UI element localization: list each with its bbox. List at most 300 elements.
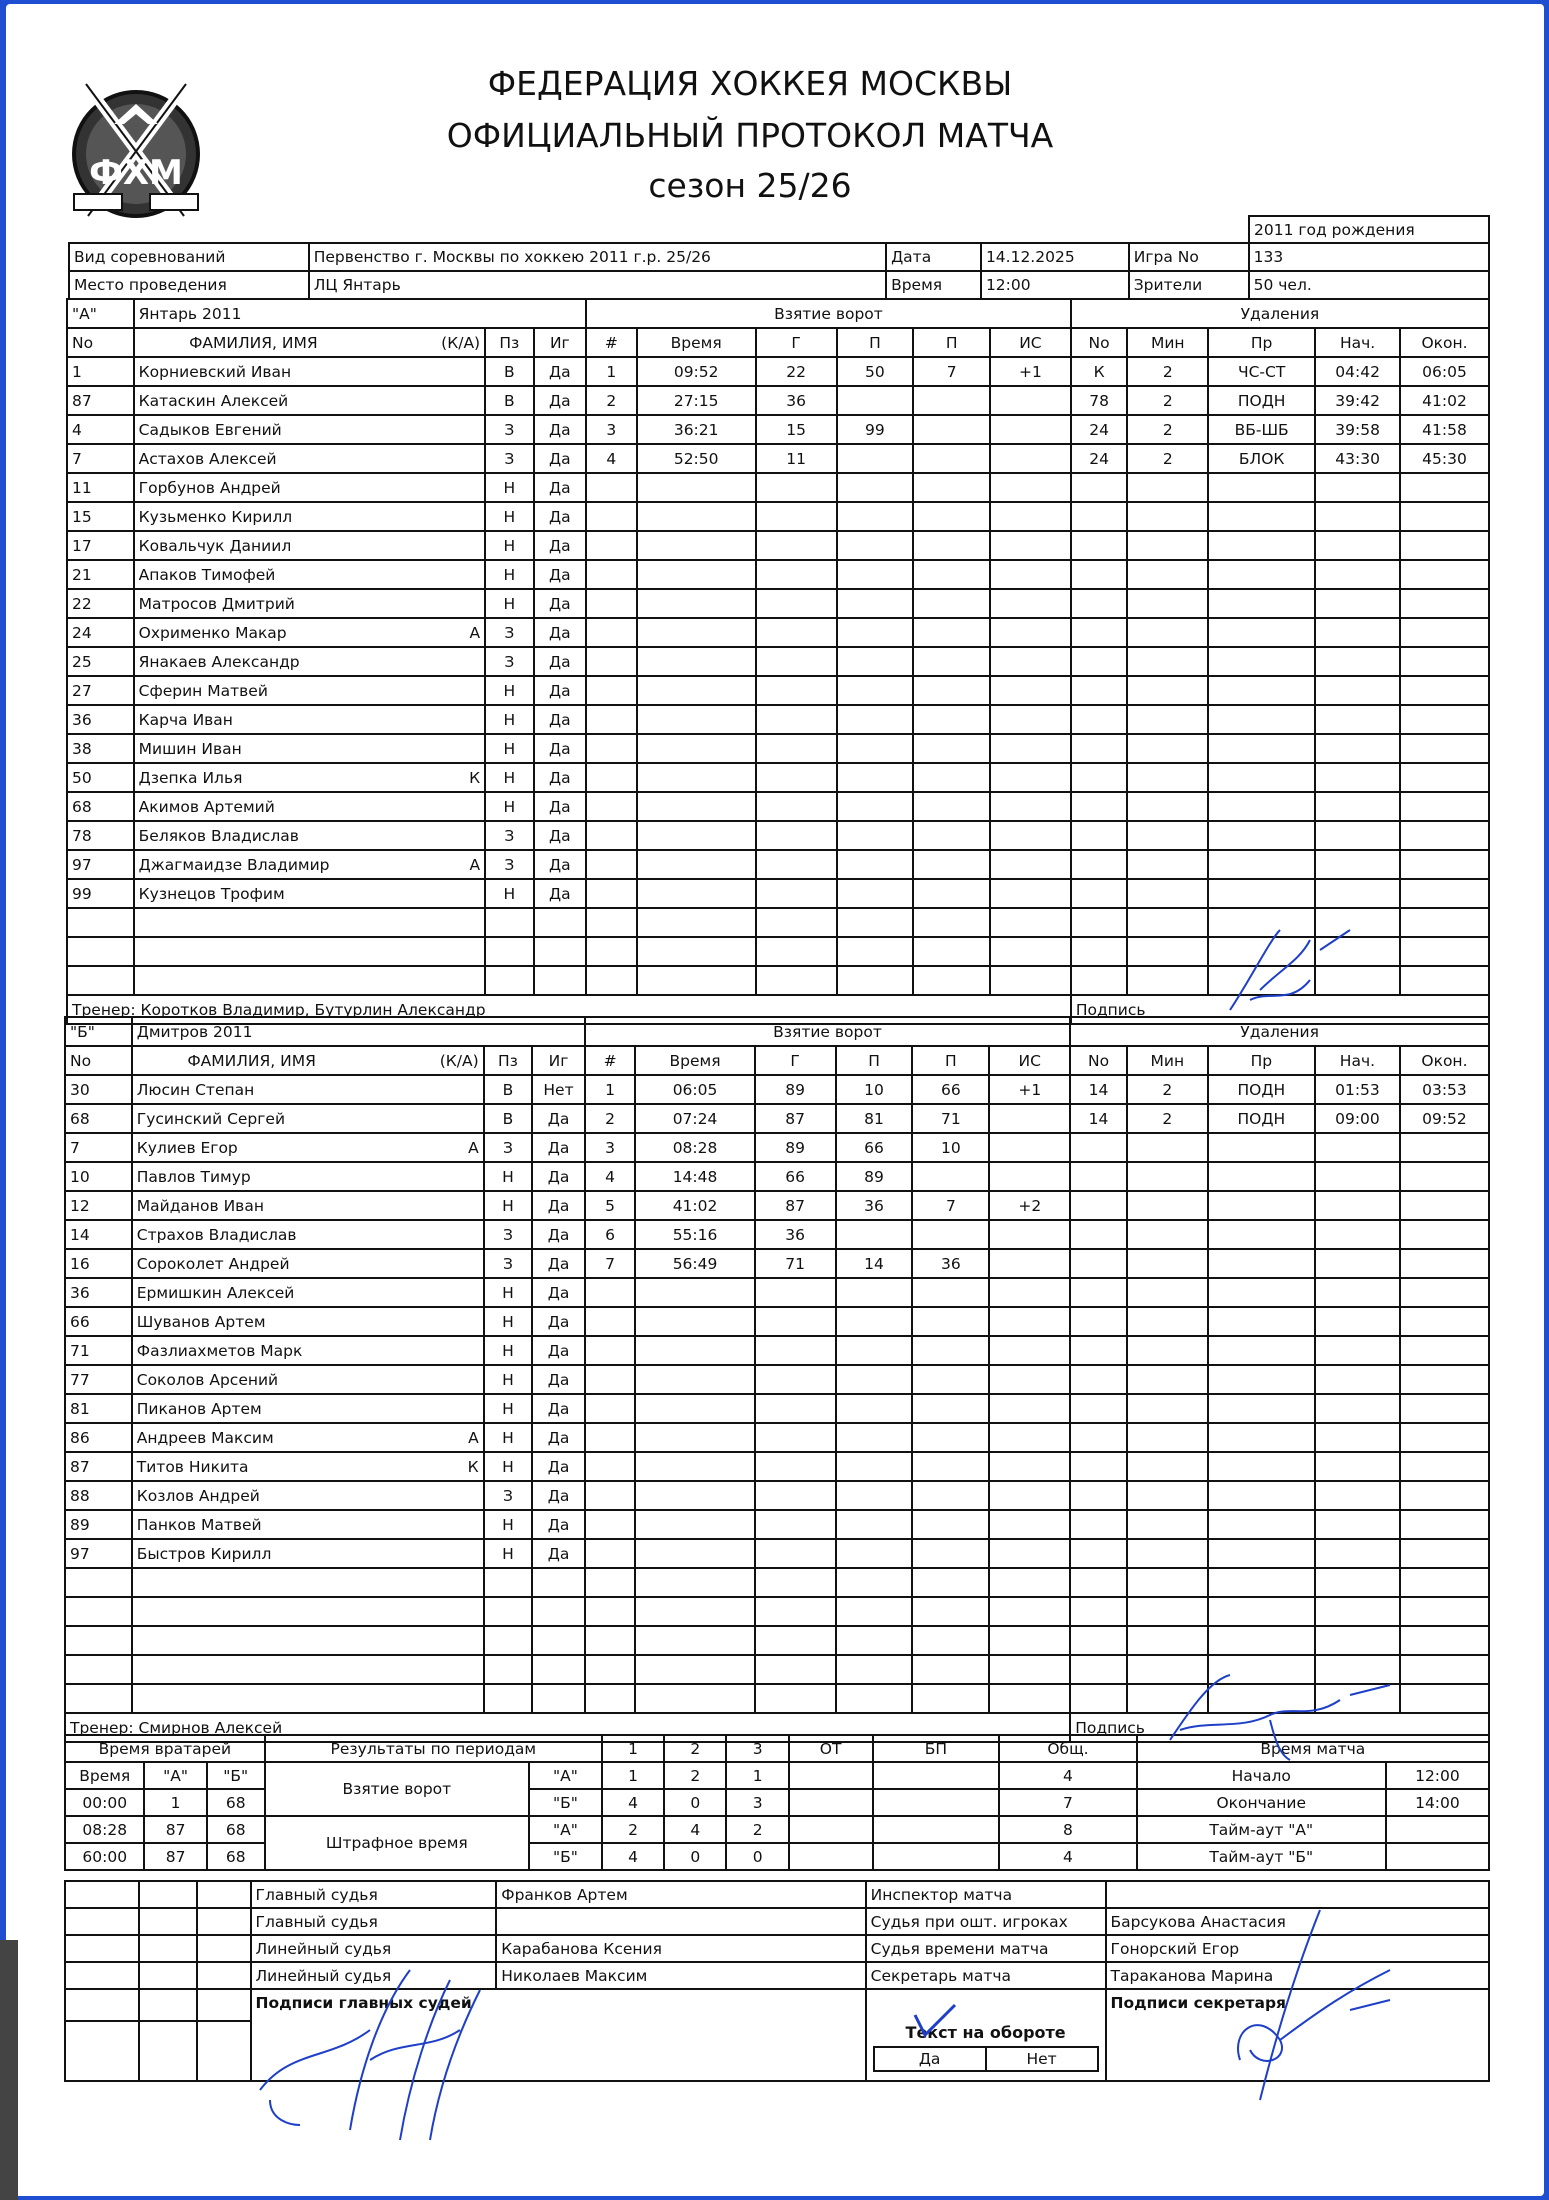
player-captaincy: А (370, 1423, 483, 1452)
penalty-minutes (1127, 1452, 1208, 1481)
goal-strength (990, 386, 1071, 415)
coach-signature-label: Подпись (1071, 995, 1489, 1024)
penalty-start (1315, 821, 1400, 850)
player-name: Андреев Максим (132, 1423, 371, 1452)
penalty-player (1071, 908, 1128, 937)
player-played: Да (534, 705, 587, 734)
player-position: З (484, 1133, 533, 1162)
goal-assist2: 7 (913, 357, 990, 386)
goal-time (637, 589, 756, 618)
goal-assist1 (837, 908, 914, 937)
penalty-end (1400, 560, 1489, 589)
goal-time (635, 1655, 754, 1684)
penalty-minutes (1127, 734, 1208, 763)
goals-b-p2: 0 (664, 1789, 726, 1816)
goalie-a: 87 (144, 1843, 206, 1870)
goal-time (635, 1684, 754, 1713)
competition-label: Вид соревнований (69, 243, 309, 271)
player-captaincy (370, 1684, 483, 1713)
col-pz: Пз (484, 1046, 533, 1075)
player-row (67, 705, 1489, 734)
penalty-start (1315, 1162, 1400, 1191)
goal-assist2 (912, 1452, 989, 1481)
penalty-minutes (1127, 473, 1208, 502)
inspector-value (1106, 1881, 1489, 1908)
penalty-player (1070, 1278, 1127, 1307)
goal-assist1 (837, 966, 914, 995)
goal-assist2 (912, 1220, 989, 1249)
penalty-minutes (1127, 589, 1208, 618)
player-position (484, 1568, 533, 1597)
penalty-reason (1208, 531, 1315, 560)
penalty-end: 09:52 (1400, 1104, 1489, 1133)
pim-a-p1: 2 (602, 1816, 664, 1843)
player-position (484, 1655, 533, 1684)
match-info-table (68, 242, 1490, 300)
goal-strength (989, 1423, 1070, 1452)
team-side: "Б" (65, 1017, 132, 1046)
timeout-a-value (1386, 1816, 1489, 1843)
goal-time (637, 734, 756, 763)
reverse-no-option[interactable]: Нет (1026, 2050, 1057, 2068)
player-played: Да (532, 1220, 585, 1249)
goal-time (635, 1510, 754, 1539)
player-name (132, 1684, 371, 1713)
player-number (65, 1684, 132, 1713)
goal-scorer (756, 908, 837, 937)
player-position: Н (485, 763, 533, 792)
goal-strength (990, 589, 1071, 618)
penalty-player (1071, 502, 1128, 531)
player-number: 99 (67, 879, 134, 908)
player-captaincy (370, 1655, 483, 1684)
player-name: Ермишкин Алексей (132, 1278, 371, 1307)
player-captaincy (370, 1104, 483, 1133)
goalie-a: 87 (144, 1816, 206, 1843)
linesman1-value: Карабанова Ксения (496, 1935, 865, 1962)
pim-b-p3: 0 (726, 1843, 788, 1870)
player-played: Да (534, 357, 587, 386)
penalty-end (1400, 1278, 1489, 1307)
penalty-start: 39:42 (1315, 386, 1400, 415)
secretary-value: Тараканова Марина (1106, 1962, 1489, 1989)
player-number: 4 (67, 415, 134, 444)
goal-strength (990, 792, 1071, 821)
player-position: З (485, 444, 533, 473)
goal-scorer (756, 850, 837, 879)
penalty-reason: ПОДН (1208, 1104, 1315, 1133)
penalty-reason (1208, 1249, 1315, 1278)
penalty-end: 45:30 (1400, 444, 1489, 473)
player-row (65, 1075, 1489, 1104)
goalie-col-a: "А" (144, 1762, 206, 1789)
player-captaincy: К (370, 1452, 483, 1481)
col-goal-scorer: Г (756, 328, 837, 357)
penalty-end (1400, 1597, 1489, 1626)
time-value: 12:00 (981, 271, 1129, 299)
player-captaincy: А (370, 1133, 483, 1162)
goal-scorer (755, 1597, 836, 1626)
player-name: Страхов Владислав (132, 1220, 371, 1249)
pim-a-p3: 2 (726, 1816, 788, 1843)
svg-text:ФХМ: ФХМ (89, 153, 183, 193)
player-position: З (484, 1481, 533, 1510)
player-row (65, 1539, 1489, 1568)
penalty-end (1400, 473, 1489, 502)
player-captaincy (372, 647, 485, 676)
player-position: З (485, 618, 533, 647)
player-position: Н (485, 589, 533, 618)
start-value: 12:00 (1386, 1762, 1489, 1789)
goal-assist1 (837, 792, 914, 821)
goals-section-title: Взятие ворот (586, 299, 1071, 328)
penalty-player (1071, 647, 1128, 676)
goal-scorer (755, 1278, 836, 1307)
goal-strength: +1 (989, 1075, 1070, 1104)
goal-number: 3 (585, 1133, 636, 1162)
pim-a-total: 8 (999, 1816, 1136, 1843)
goal-assist1 (837, 937, 914, 966)
goal-assist2 (913, 647, 990, 676)
penalty-player (1071, 705, 1128, 734)
team-side: "А" (67, 299, 134, 328)
goal-number: 5 (585, 1191, 636, 1220)
goal-assist1 (836, 1539, 913, 1568)
player-name: Титов Никита (132, 1452, 371, 1481)
referee1-label: Главный судья (251, 1881, 497, 1908)
player-row (67, 676, 1489, 705)
player-position: В (484, 1075, 533, 1104)
goal-strength (989, 1394, 1070, 1423)
period-col-bp: БП (873, 1735, 1000, 1762)
goal-assist1: 50 (837, 357, 914, 386)
reverse-yes-option[interactable]: Да (875, 2048, 987, 2070)
player-name (132, 1568, 371, 1597)
date-label: Дата (886, 243, 981, 271)
player-played (532, 1568, 585, 1597)
player-captaincy (372, 502, 485, 531)
player-number: 86 (65, 1423, 132, 1452)
goal-strength (990, 560, 1071, 589)
player-name: Катаскин Алексей (134, 386, 372, 415)
goals-section-title: Взятие ворот (585, 1017, 1070, 1046)
penalty-player (1071, 879, 1128, 908)
goalie-time-title: Время вратарей (65, 1735, 265, 1762)
goalie-b: 68 (207, 1816, 265, 1843)
penalty-end (1400, 1423, 1489, 1452)
penalty-end (1400, 1249, 1489, 1278)
player-number: 38 (67, 734, 134, 763)
penalty-end (1400, 589, 1489, 618)
goal-number (586, 647, 636, 676)
player-row (65, 1510, 1489, 1539)
season-title: сезон 25/26 (648, 166, 852, 205)
goal-strength (989, 1307, 1070, 1336)
player-name: Апаков Тимофей (134, 560, 372, 589)
goals-b-total: 7 (999, 1789, 1136, 1816)
player-row (65, 1220, 1489, 1249)
goal-scorer (756, 531, 837, 560)
goal-strength (989, 1597, 1070, 1626)
pim-b-total: 4 (999, 1843, 1136, 1870)
linesman2-label: Линейный судья (251, 1962, 497, 1989)
penalty-end (1400, 1626, 1489, 1655)
referee2-value (496, 1908, 865, 1935)
penalty-reason (1208, 1220, 1315, 1249)
goals-b-p1: 4 (602, 1789, 664, 1816)
player-captaincy (372, 386, 485, 415)
penalty-reason (1208, 647, 1315, 676)
player-captaincy (372, 415, 485, 444)
penalty-end (1400, 821, 1489, 850)
coach: Тренер: Смирнов Алексей (65, 1713, 1070, 1742)
col-assist1: П (837, 328, 914, 357)
goal-time (637, 792, 756, 821)
goal-scorer: 87 (755, 1104, 836, 1133)
player-row (67, 937, 1489, 966)
penalty-reason (1208, 1307, 1315, 1336)
penalty-minutes: 2 (1127, 444, 1208, 473)
goal-assist2 (913, 821, 990, 850)
period-col-1: 1 (602, 1735, 664, 1762)
goals-a-p2: 2 (664, 1762, 726, 1789)
game-no-value: 133 (1249, 243, 1489, 271)
secretary-signatures-cell (1106, 1989, 1489, 2081)
player-number (67, 908, 134, 937)
goal-assist1 (837, 734, 914, 763)
goal-strength (989, 1481, 1070, 1510)
player-number: 24 (67, 618, 134, 647)
player-number: 97 (65, 1539, 132, 1568)
player-captaincy (372, 705, 485, 734)
player-position: Н (484, 1162, 533, 1191)
penalty-reason (1208, 1481, 1315, 1510)
goal-assist2 (913, 763, 990, 792)
goal-assist2 (912, 1626, 989, 1655)
timekeeper-value: Гонорский Егор (1106, 1935, 1489, 1962)
goal-number (585, 1336, 636, 1365)
goal-time: 14:48 (635, 1162, 754, 1191)
pim-b-p1: 4 (602, 1843, 664, 1870)
penalty-end (1400, 705, 1489, 734)
penalty-player (1070, 1220, 1127, 1249)
goal-strength (990, 763, 1071, 792)
player-name: Корниевский Иван (134, 357, 372, 386)
player-row (65, 1278, 1489, 1307)
penalty-reason (1208, 1684, 1315, 1713)
player-name: Астахов Алексей (134, 444, 372, 473)
player-position: З (485, 850, 533, 879)
player-played: Да (532, 1481, 585, 1510)
goal-number (586, 763, 636, 792)
player-played (534, 937, 587, 966)
player-played: Да (532, 1191, 585, 1220)
player-row (65, 1423, 1489, 1452)
goal-number (585, 1568, 636, 1597)
penalty-start (1315, 937, 1400, 966)
goal-assist2 (913, 908, 990, 937)
goal-time (637, 676, 756, 705)
penalty-start (1315, 1394, 1400, 1423)
goal-time: 41:02 (635, 1191, 754, 1220)
penalty-reason (1208, 792, 1315, 821)
penalty-reason (1208, 589, 1315, 618)
penalty-start (1315, 531, 1400, 560)
col-pen-reason: Пр (1208, 328, 1315, 357)
penalty-start (1315, 1423, 1400, 1452)
player-row (65, 1162, 1489, 1191)
penalty-end (1400, 734, 1489, 763)
player-number: 87 (67, 386, 134, 415)
goal-scorer (755, 1365, 836, 1394)
penalty-reason (1208, 473, 1315, 502)
player-row (65, 1133, 1489, 1162)
goal-time (635, 1307, 754, 1336)
penalty-start (1315, 1365, 1400, 1394)
penalty-reason (1208, 618, 1315, 647)
col-name: ФАМИЛИЯ, ИМЯ (132, 1046, 371, 1075)
goal-assist2 (913, 937, 990, 966)
player-row (65, 1597, 1489, 1626)
player-captaincy (372, 821, 485, 850)
player-played: Да (534, 821, 587, 850)
player-position: Н (484, 1365, 533, 1394)
penalty-start (1315, 1191, 1400, 1220)
player-position: Н (485, 879, 533, 908)
penalty-player (1071, 821, 1128, 850)
penalty-reason (1208, 1423, 1315, 1452)
player-captaincy (372, 908, 485, 937)
penalty-minutes (1127, 792, 1208, 821)
player-name: Сороколет Андрей (132, 1249, 371, 1278)
penalty-box-label: Судья при ошт. игроках (866, 1908, 1106, 1935)
penalty-start (1315, 1510, 1400, 1539)
goal-number (585, 1365, 636, 1394)
player-name: Кузьменко Кирилл (134, 502, 372, 531)
player-row (65, 1452, 1489, 1481)
goal-number (586, 473, 636, 502)
goals-b-bp (873, 1789, 1000, 1816)
penalty-start (1315, 966, 1400, 995)
goal-assist2 (912, 1597, 989, 1626)
goal-strength: +1 (990, 357, 1071, 386)
penalty-minutes (1127, 705, 1208, 734)
goal-assist1 (836, 1394, 913, 1423)
goal-assist1 (837, 705, 914, 734)
player-played: Да (534, 473, 587, 502)
penalty-end (1400, 502, 1489, 531)
goal-time (637, 502, 756, 531)
penalty-reason (1208, 1539, 1315, 1568)
player-played: Да (532, 1336, 585, 1365)
penalty-reason (1208, 1278, 1315, 1307)
penalty-player (1070, 1510, 1127, 1539)
player-played: Да (532, 1423, 585, 1452)
timeout-b-value (1386, 1843, 1489, 1870)
penalty-reason (1208, 879, 1315, 908)
player-captaincy (372, 473, 485, 502)
player-captaincy (372, 792, 485, 821)
goal-assist1 (837, 647, 914, 676)
player-row (65, 1684, 1489, 1713)
penalty-player (1071, 763, 1128, 792)
penalty-end (1400, 1684, 1489, 1713)
player-name: Люсин Степан (132, 1075, 371, 1104)
penalty-minutes (1127, 763, 1208, 792)
goal-number (586, 966, 636, 995)
player-captaincy (372, 676, 485, 705)
player-name (132, 1626, 371, 1655)
goal-scorer (756, 502, 837, 531)
col-assist2: П (913, 328, 990, 357)
col-name: ФАМИЛИЯ, ИМЯ (134, 328, 372, 357)
goal-time: 07:24 (635, 1104, 754, 1133)
goal-assist2: 10 (912, 1133, 989, 1162)
venue-value: ЛЦ Янтарь (309, 271, 886, 299)
goal-strength (990, 502, 1071, 531)
penalty-minutes (1127, 1365, 1208, 1394)
player-position: Н (484, 1336, 533, 1365)
goals-a-ot (789, 1762, 873, 1789)
penalty-minutes (1127, 1568, 1208, 1597)
goal-assist2: 7 (912, 1191, 989, 1220)
goal-assist2 (913, 676, 990, 705)
goal-number (585, 1423, 636, 1452)
goal-scorer: 22 (756, 357, 837, 386)
penalty-start (1315, 1568, 1400, 1597)
penalty-minutes (1127, 1162, 1208, 1191)
penalty-reason (1208, 1510, 1315, 1539)
goal-assist1: 10 (836, 1075, 913, 1104)
goal-scorer: 89 (755, 1075, 836, 1104)
goal-assist1 (836, 1336, 913, 1365)
goal-scorer (755, 1539, 836, 1568)
penalty-start (1315, 792, 1400, 821)
goal-time (635, 1568, 754, 1597)
player-played: Да (534, 792, 587, 821)
player-name (132, 1597, 371, 1626)
goal-assist2 (912, 1539, 989, 1568)
penalty-minutes (1127, 1539, 1208, 1568)
goal-number (586, 705, 636, 734)
goal-assist2 (913, 589, 990, 618)
player-position (485, 966, 533, 995)
period-col-total: Общ. (999, 1735, 1136, 1762)
player-captaincy (370, 1075, 483, 1104)
periods-title: Результаты по периодам (265, 1735, 602, 1762)
penalty-minutes (1127, 1655, 1208, 1684)
penalty-reason: БЛОК (1208, 444, 1315, 473)
player-played: Да (534, 734, 587, 763)
penalty-player (1070, 1423, 1127, 1452)
goal-number (585, 1510, 636, 1539)
penalty-end (1400, 1510, 1489, 1539)
player-name: Беляков Владислав (134, 821, 372, 850)
penalty-minutes (1127, 1336, 1208, 1365)
player-position: Н (484, 1452, 533, 1481)
goal-assist2: 66 (912, 1075, 989, 1104)
player-position: Н (484, 1394, 533, 1423)
player-played: Да (532, 1307, 585, 1336)
player-captaincy (370, 1394, 483, 1423)
player-position: Н (484, 1307, 533, 1336)
goals-a-bp (873, 1762, 1000, 1789)
time-label: Время (886, 271, 981, 299)
goal-time (635, 1597, 754, 1626)
player-captaincy: А (372, 618, 485, 647)
goal-number (586, 618, 636, 647)
player-played (534, 966, 587, 995)
